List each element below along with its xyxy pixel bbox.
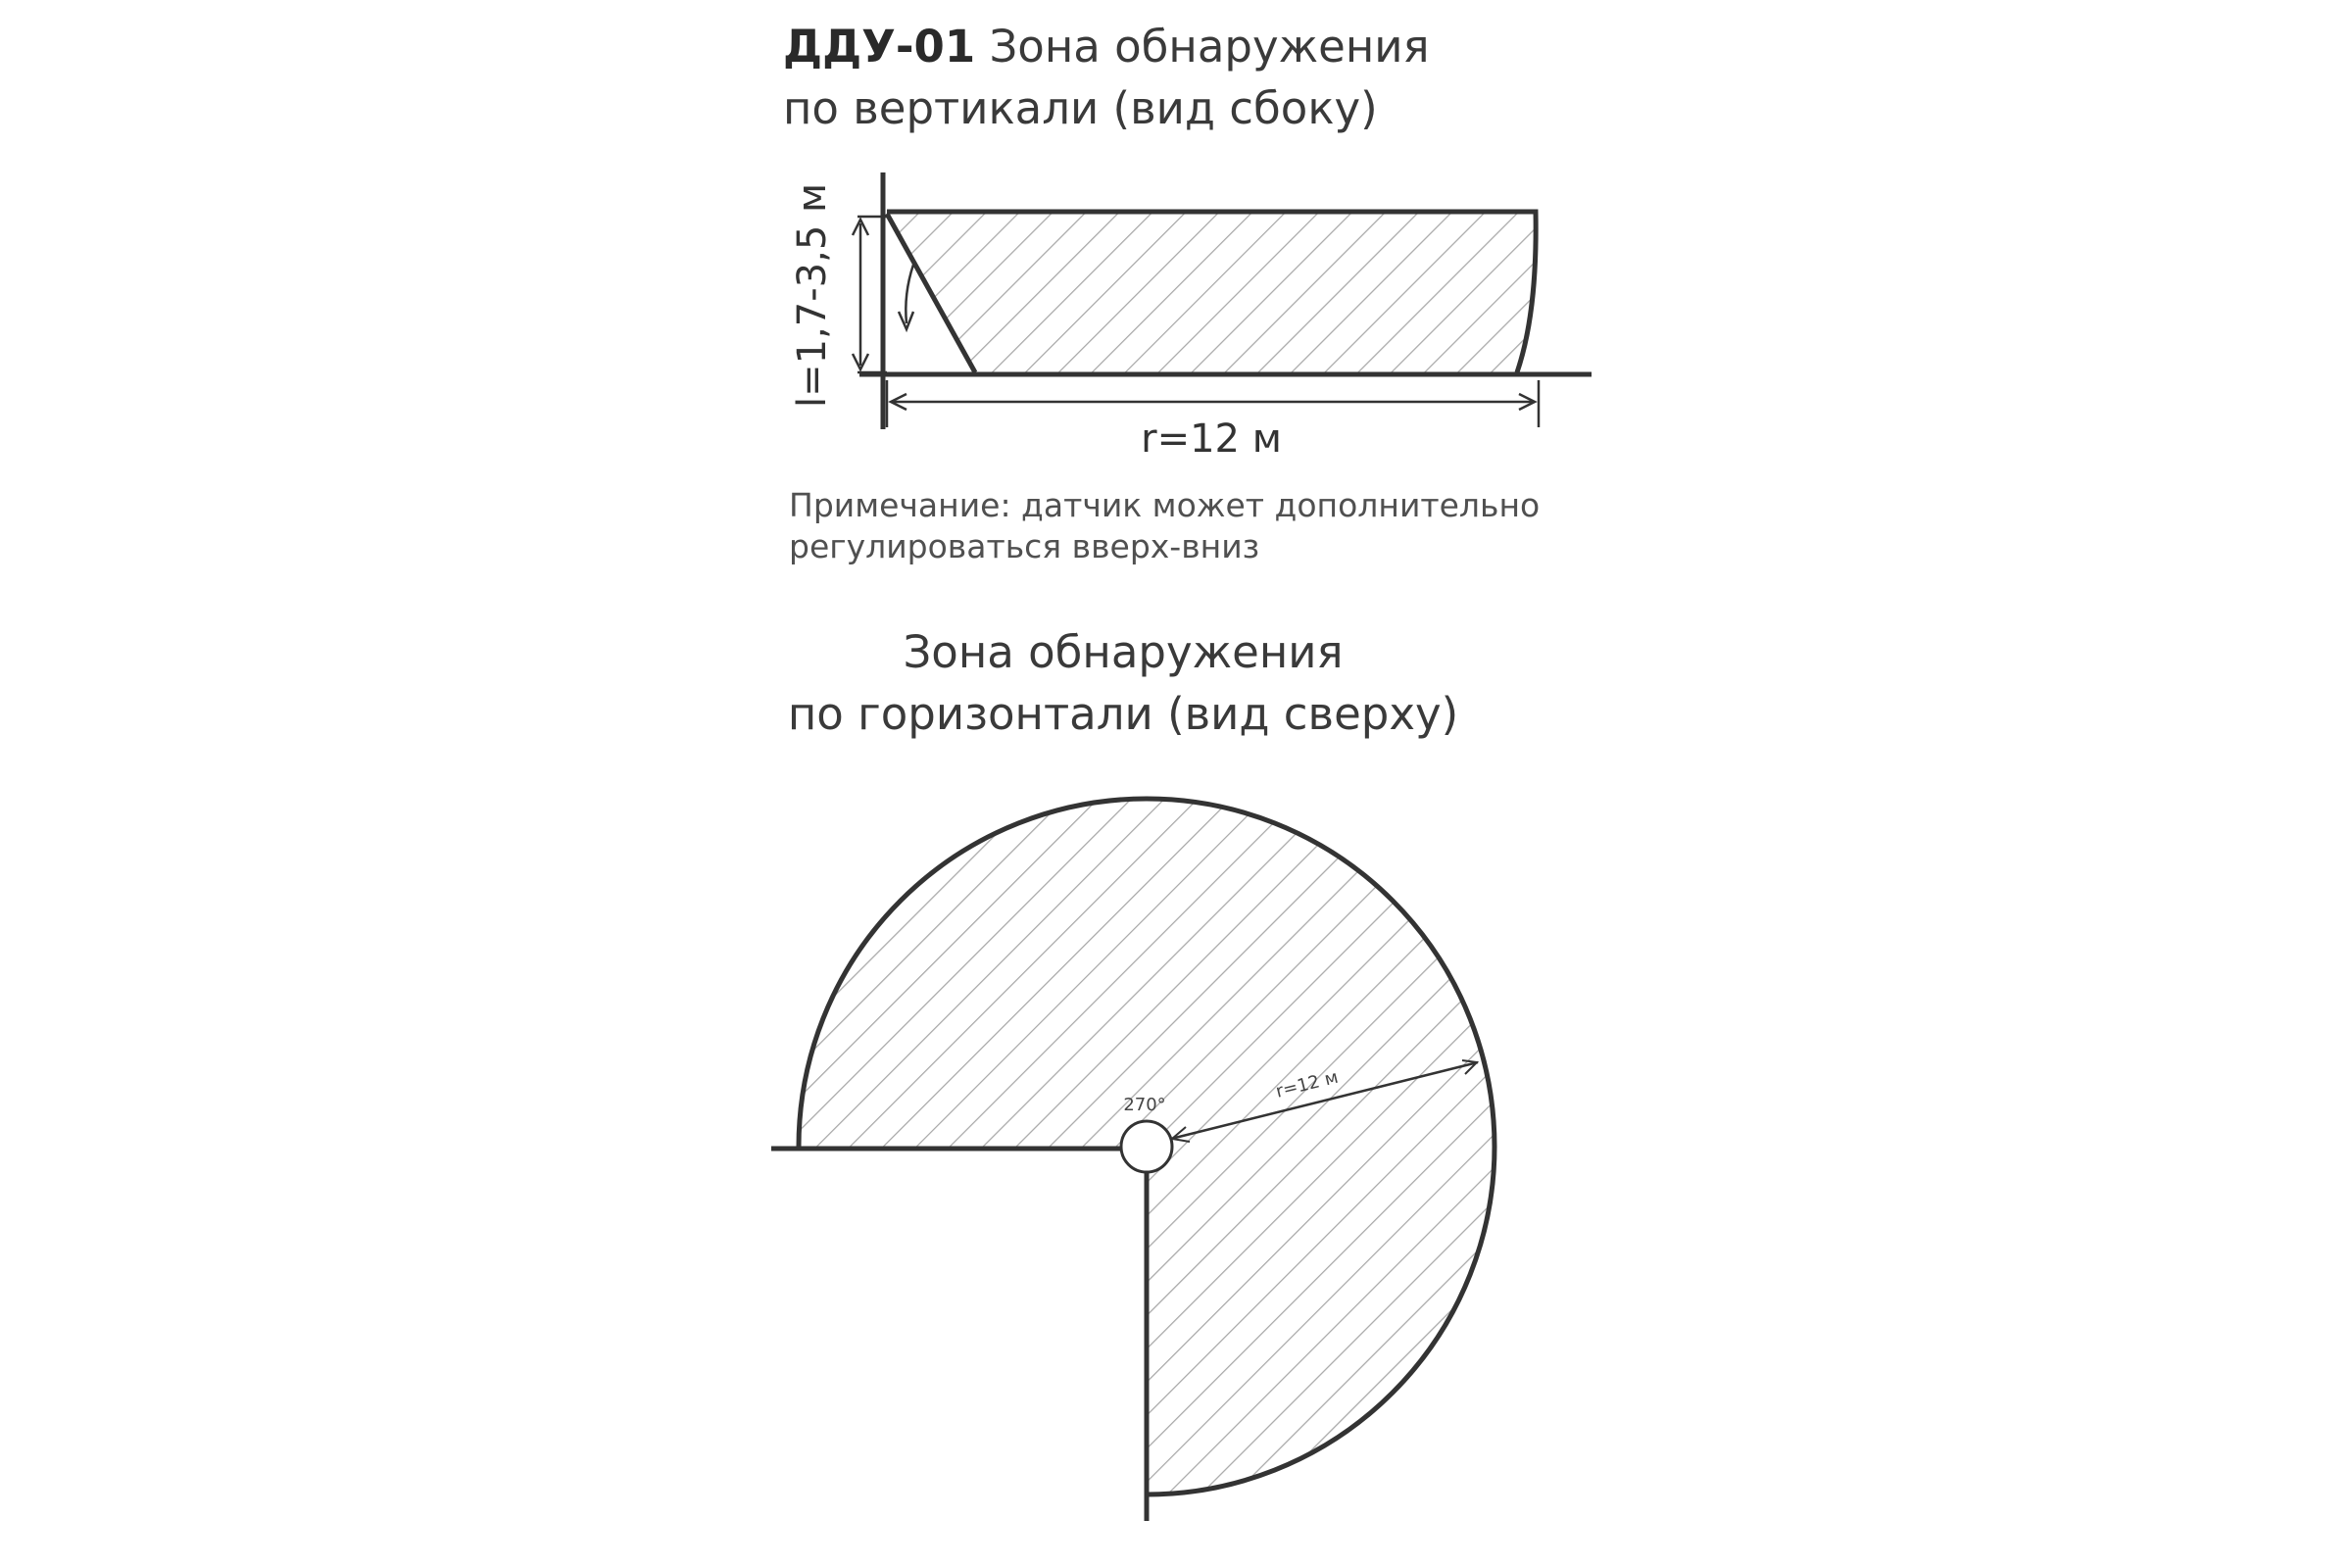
side-view-subtitle: по вертикали (вид сбоку)	[783, 82, 1378, 134]
range-dimension	[887, 380, 1539, 462]
note-line-1: Примечание: датчик может дополнительно	[789, 486, 1541, 524]
side-view-title-rest: Зона обнаружения	[975, 21, 1430, 73]
note-line-2: регулироваться вверх-вниз	[789, 527, 1260, 565]
side-detection-zone	[887, 212, 1536, 372]
angle-label: 270°	[1123, 1095, 1166, 1115]
side-view-title	[783, 21, 1430, 73]
tilt-adjust-arrow-icon	[899, 265, 913, 329]
model-name: ДДУ-01	[783, 21, 976, 73]
angle-indicator-icon	[1121, 1121, 1172, 1172]
top-view-subtitle: по горизонтали (вид сверху)	[787, 688, 1459, 740]
height-label: l=1,7-3,5 м	[790, 182, 835, 408]
range-label: r=12 м	[1141, 416, 1282, 462]
side-view-section	[783, 21, 1592, 565]
radius-label: r=12 м	[1273, 1066, 1341, 1102]
top-view-title: Зона обнаружения	[903, 626, 1344, 678]
top-view-section	[771, 626, 1494, 1521]
